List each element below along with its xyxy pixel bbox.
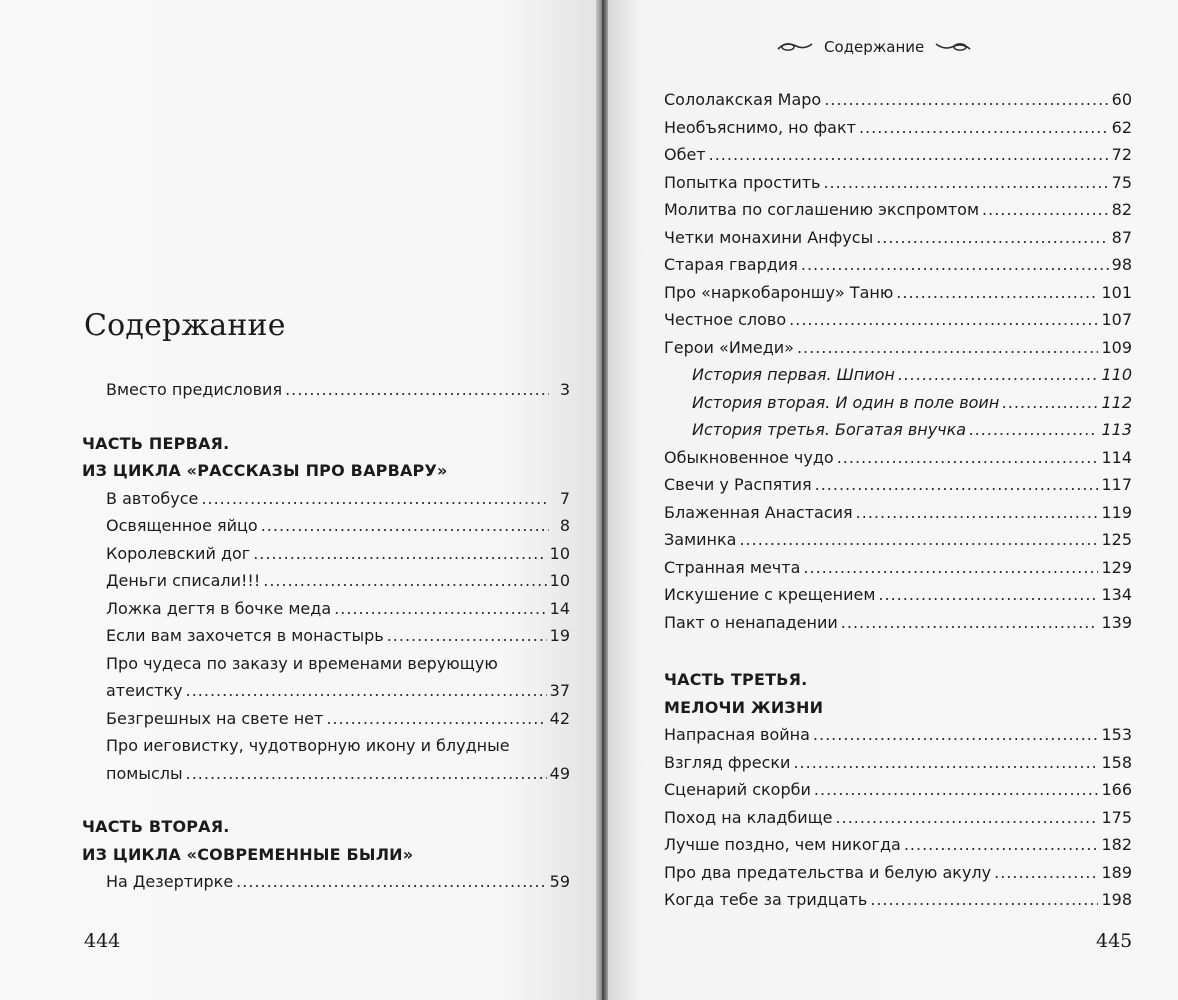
leader-dots: [859, 114, 1109, 142]
leader-dots: [261, 512, 549, 540]
toc-entry-title: На Дезертирке: [106, 872, 234, 891]
leader-dots: [801, 251, 1109, 279]
leader-dots: [904, 831, 1099, 859]
toc-story-entry: [664, 389, 1132, 417]
toc-entry-page: 82: [1111, 200, 1132, 219]
toc-entry-title: Необъяснимо, но факт: [664, 117, 856, 137]
toc-entry-page: 119: [1101, 502, 1132, 522]
toc-entry: [664, 554, 1132, 582]
leader-dots: [814, 776, 1099, 804]
toc-entry-title: Странная мечта: [664, 557, 801, 577]
toc-entry-title: Заминка: [664, 530, 737, 549]
toc-entry-page: 182: [1101, 835, 1132, 854]
toc-entry-title: Безгрешных на свете нет: [106, 708, 324, 728]
toc-entry-title: Старая гвардия: [664, 255, 798, 274]
toc-entry: [664, 251, 1132, 279]
toc-entry-title: Поход на кладбище: [664, 807, 833, 827]
toc-entry-title: Искушение с крещением: [664, 585, 876, 604]
toc-entry-page: 10: [549, 543, 570, 563]
leader-dots: [813, 721, 1099, 749]
toc-story-entry: [664, 361, 1132, 389]
toc-entry-page: 37: [549, 681, 570, 700]
toc-list-left: [82, 376, 570, 896]
toc-entry: [664, 581, 1132, 609]
toc-entry: [664, 499, 1132, 527]
toc-entry-page: 198: [1101, 890, 1132, 909]
toc-entry-page: 87: [1111, 227, 1132, 247]
toc-entry: [664, 831, 1132, 859]
toc-entry-title: Вместо предисловия: [106, 380, 283, 399]
part-heading: ЧАСТЬ ТРЕТЬЯ.: [664, 670, 808, 689]
toc-entry-page: 166: [1101, 780, 1132, 799]
toc-entry-page: 8: [559, 516, 570, 535]
toc-entry-title: Королевский дог: [106, 543, 251, 563]
page-number: 445: [1096, 930, 1133, 952]
leader-dots: [789, 306, 1098, 334]
toc-entry-title: Напрасная война: [664, 725, 810, 744]
toc-entry-title-line1: Про иеговистку, чудотворную икону и блудные: [106, 736, 510, 755]
toc-entry-title: Обет: [664, 145, 706, 164]
toc-entry-title: Взгляд фрески: [664, 752, 791, 772]
toc-entry: [664, 859, 1132, 887]
toc-entry-page: 75: [1111, 172, 1132, 192]
toc-entry-page: 112: [1101, 392, 1132, 412]
toc-entry-title: Лучше поздно, чем никогда: [664, 835, 901, 854]
toc-entry-page: 114: [1101, 447, 1132, 467]
toc-entry: [82, 868, 570, 896]
toc-entry: [664, 721, 1132, 749]
toc-entry: [82, 595, 570, 623]
toc-entry-title: Обыкновенное чудо: [664, 447, 834, 467]
leader-dots: [803, 554, 1098, 582]
leader-dots: [186, 760, 547, 788]
part-subheading: МЕЛОЧИ ЖИЗНИ: [664, 697, 824, 717]
leader-dots: [841, 609, 1099, 637]
leader-dots: [236, 868, 546, 896]
leader-dots: [876, 224, 1108, 252]
leader-dots: [201, 485, 549, 513]
toc-entry-title: Честное слово: [664, 310, 787, 329]
leader-dots: [387, 622, 547, 650]
part-heading: ЧАСТЬ ПЕРВАЯ.: [82, 433, 230, 453]
toc-entry-title: Пакт о ненападении: [664, 612, 838, 632]
toc-entry-page: 3: [559, 380, 570, 399]
toc-entry: [82, 540, 570, 568]
leader-dots: [186, 677, 547, 705]
toc-list-right: [664, 86, 1132, 914]
leader-dots: [823, 169, 1108, 197]
toc-entry: [664, 471, 1132, 499]
toc-entry-title: Сценарий скорби: [664, 780, 811, 799]
toc-entry-title: История третья. Богатая внучка: [692, 420, 967, 439]
right-ornament-icon: [934, 41, 972, 53]
leader-dots: [709, 141, 1109, 169]
toc-entry: [664, 141, 1132, 169]
toc-entry-page: 10: [549, 571, 570, 590]
toc-entry-page: 125: [1101, 530, 1132, 549]
toc-entry: [664, 609, 1132, 637]
part-subheading: ИЗ ЦИКЛА «РАССКАЗЫ ПРО ВАРВАРУ»: [82, 461, 448, 480]
leader-dots: [856, 499, 1099, 527]
toc-entry-title: Герои «Имеди»: [664, 337, 794, 357]
toc-entry-title: История вторая. И один в поле воин: [692, 392, 1000, 412]
toc-entry-title: В автобусе: [106, 488, 199, 508]
toc-entry: [82, 622, 570, 650]
toc-entry: [82, 376, 570, 404]
toc-entry-title: Четки монахини Анфусы: [664, 227, 874, 247]
toc-entry-title: Молитва по соглашению экспромтом: [664, 200, 980, 219]
leader-dots: [898, 361, 1099, 389]
leader-dots: [253, 540, 546, 568]
leader-dots: [326, 705, 546, 733]
part-subheading: ИЗ ЦИКЛА «СОВРЕМЕННЫЕ БЫЛИ»: [82, 844, 414, 864]
toc-entry-page: 59: [549, 872, 570, 891]
toc-entry-wrapped: [82, 732, 570, 787]
leader-dots: [969, 416, 1098, 444]
toc-entry-page: 98: [1111, 255, 1132, 274]
leader-dots: [739, 526, 1098, 554]
leader-dots: [793, 749, 1098, 777]
toc-entry-page: 117: [1101, 475, 1132, 494]
leader-dots: [797, 334, 1099, 362]
toc-entry-title: Освященное яйцо: [106, 516, 258, 535]
toc-entry: [664, 804, 1132, 832]
leader-dots: [263, 567, 546, 595]
leader-dots: [896, 279, 1098, 307]
toc-entry-title: Про два предательства и белую акулу: [664, 862, 992, 882]
toc-entry-title-line2: помыслы: [106, 763, 183, 783]
toc-entry-page: 49: [549, 763, 570, 783]
toc-entry-page: 134: [1101, 585, 1132, 604]
toc-entry: [664, 334, 1132, 362]
toc-entry-page: 158: [1101, 752, 1132, 772]
toc-entry: [664, 749, 1132, 777]
toc-entry-page: 113: [1101, 420, 1132, 439]
toc-entry-title-line2: атеистку: [106, 681, 183, 700]
toc-entry: [664, 886, 1132, 914]
toc-entry-title: Деньги списали!!!: [106, 571, 261, 590]
toc-entry-title: Ложка дегтя в бочке меда: [106, 598, 332, 618]
toc-entry-page: 72: [1111, 145, 1132, 164]
toc-story-entry: [664, 416, 1132, 444]
toc-entry-page: 62: [1111, 117, 1132, 137]
toc-entry-title-line1: Про чудеса по заказу и временами верующую: [106, 653, 498, 673]
toc-entry: [664, 306, 1132, 334]
toc-entry: [664, 224, 1132, 252]
left-ornament-icon: [776, 41, 814, 53]
leader-dots: [994, 859, 1098, 887]
toc-entry-page: 175: [1101, 807, 1132, 827]
toc-entry: [82, 705, 570, 733]
toc-entry: [664, 196, 1132, 224]
leader-dots: [870, 886, 1098, 914]
toc-entry: [664, 86, 1132, 114]
toc-entry-page: 101: [1101, 282, 1132, 302]
toc-entry-page: 19: [549, 626, 570, 645]
toc-entry-title: Когда тебе за тридцать: [664, 890, 868, 909]
toc-entry-page: 110: [1101, 365, 1132, 384]
toc-entry-title: Сололакская Маро: [664, 90, 822, 109]
toc-entry-page: 60: [1111, 90, 1132, 109]
book-gutter: [596, 0, 608, 1000]
running-header-title: Содержание: [824, 38, 925, 56]
toc-entry: [664, 169, 1132, 197]
toc-entry-title: Про «наркобароншу» Таню: [664, 282, 894, 302]
leader-dots: [285, 376, 549, 404]
leader-dots: [836, 804, 1099, 832]
toc-entry: [82, 485, 570, 513]
toc-entry-page: 153: [1101, 725, 1132, 744]
toc-entry: [664, 776, 1132, 804]
running-header: [776, 38, 976, 56]
toc-entry-wrapped: [82, 650, 570, 705]
leader-dots: [878, 581, 1098, 609]
toc-entry-page: 189: [1101, 862, 1132, 882]
leader-dots: [837, 444, 1099, 472]
leader-dots: [1002, 389, 1098, 417]
toc-entry: [82, 567, 570, 595]
toc-entry-page: 129: [1101, 557, 1132, 577]
toc-entry-title: Если вам захочется в монастырь: [106, 626, 384, 645]
toc-entry-page: 107: [1101, 310, 1132, 329]
leader-dots: [824, 86, 1108, 114]
toc-entry-title: Попытка простить: [664, 172, 821, 192]
toc-entry: [664, 114, 1132, 142]
toc-entry-page: 7: [559, 488, 570, 508]
toc-entry-title: Свечи у Распятия: [664, 475, 812, 494]
page-number: 444: [84, 930, 121, 952]
toc-entry-page: 109: [1101, 337, 1132, 357]
leader-dots: [815, 471, 1099, 499]
toc-entry-title: История первая. Шпион: [692, 365, 895, 384]
toc-entry: [664, 279, 1132, 307]
leader-dots: [982, 196, 1109, 224]
toc-entry-page: 14: [549, 598, 570, 618]
toc-title: Содержание: [84, 308, 286, 343]
toc-entry-page: 139: [1101, 612, 1132, 632]
leader-dots: [334, 595, 547, 623]
toc-entry-title: Блаженная Анастасия: [664, 502, 853, 522]
toc-entry: [664, 526, 1132, 554]
toc-entry-page: 42: [549, 708, 570, 728]
toc-entry: [82, 512, 570, 540]
toc-entry: [664, 444, 1132, 472]
part-heading: ЧАСТЬ ВТОРАЯ.: [82, 817, 230, 836]
